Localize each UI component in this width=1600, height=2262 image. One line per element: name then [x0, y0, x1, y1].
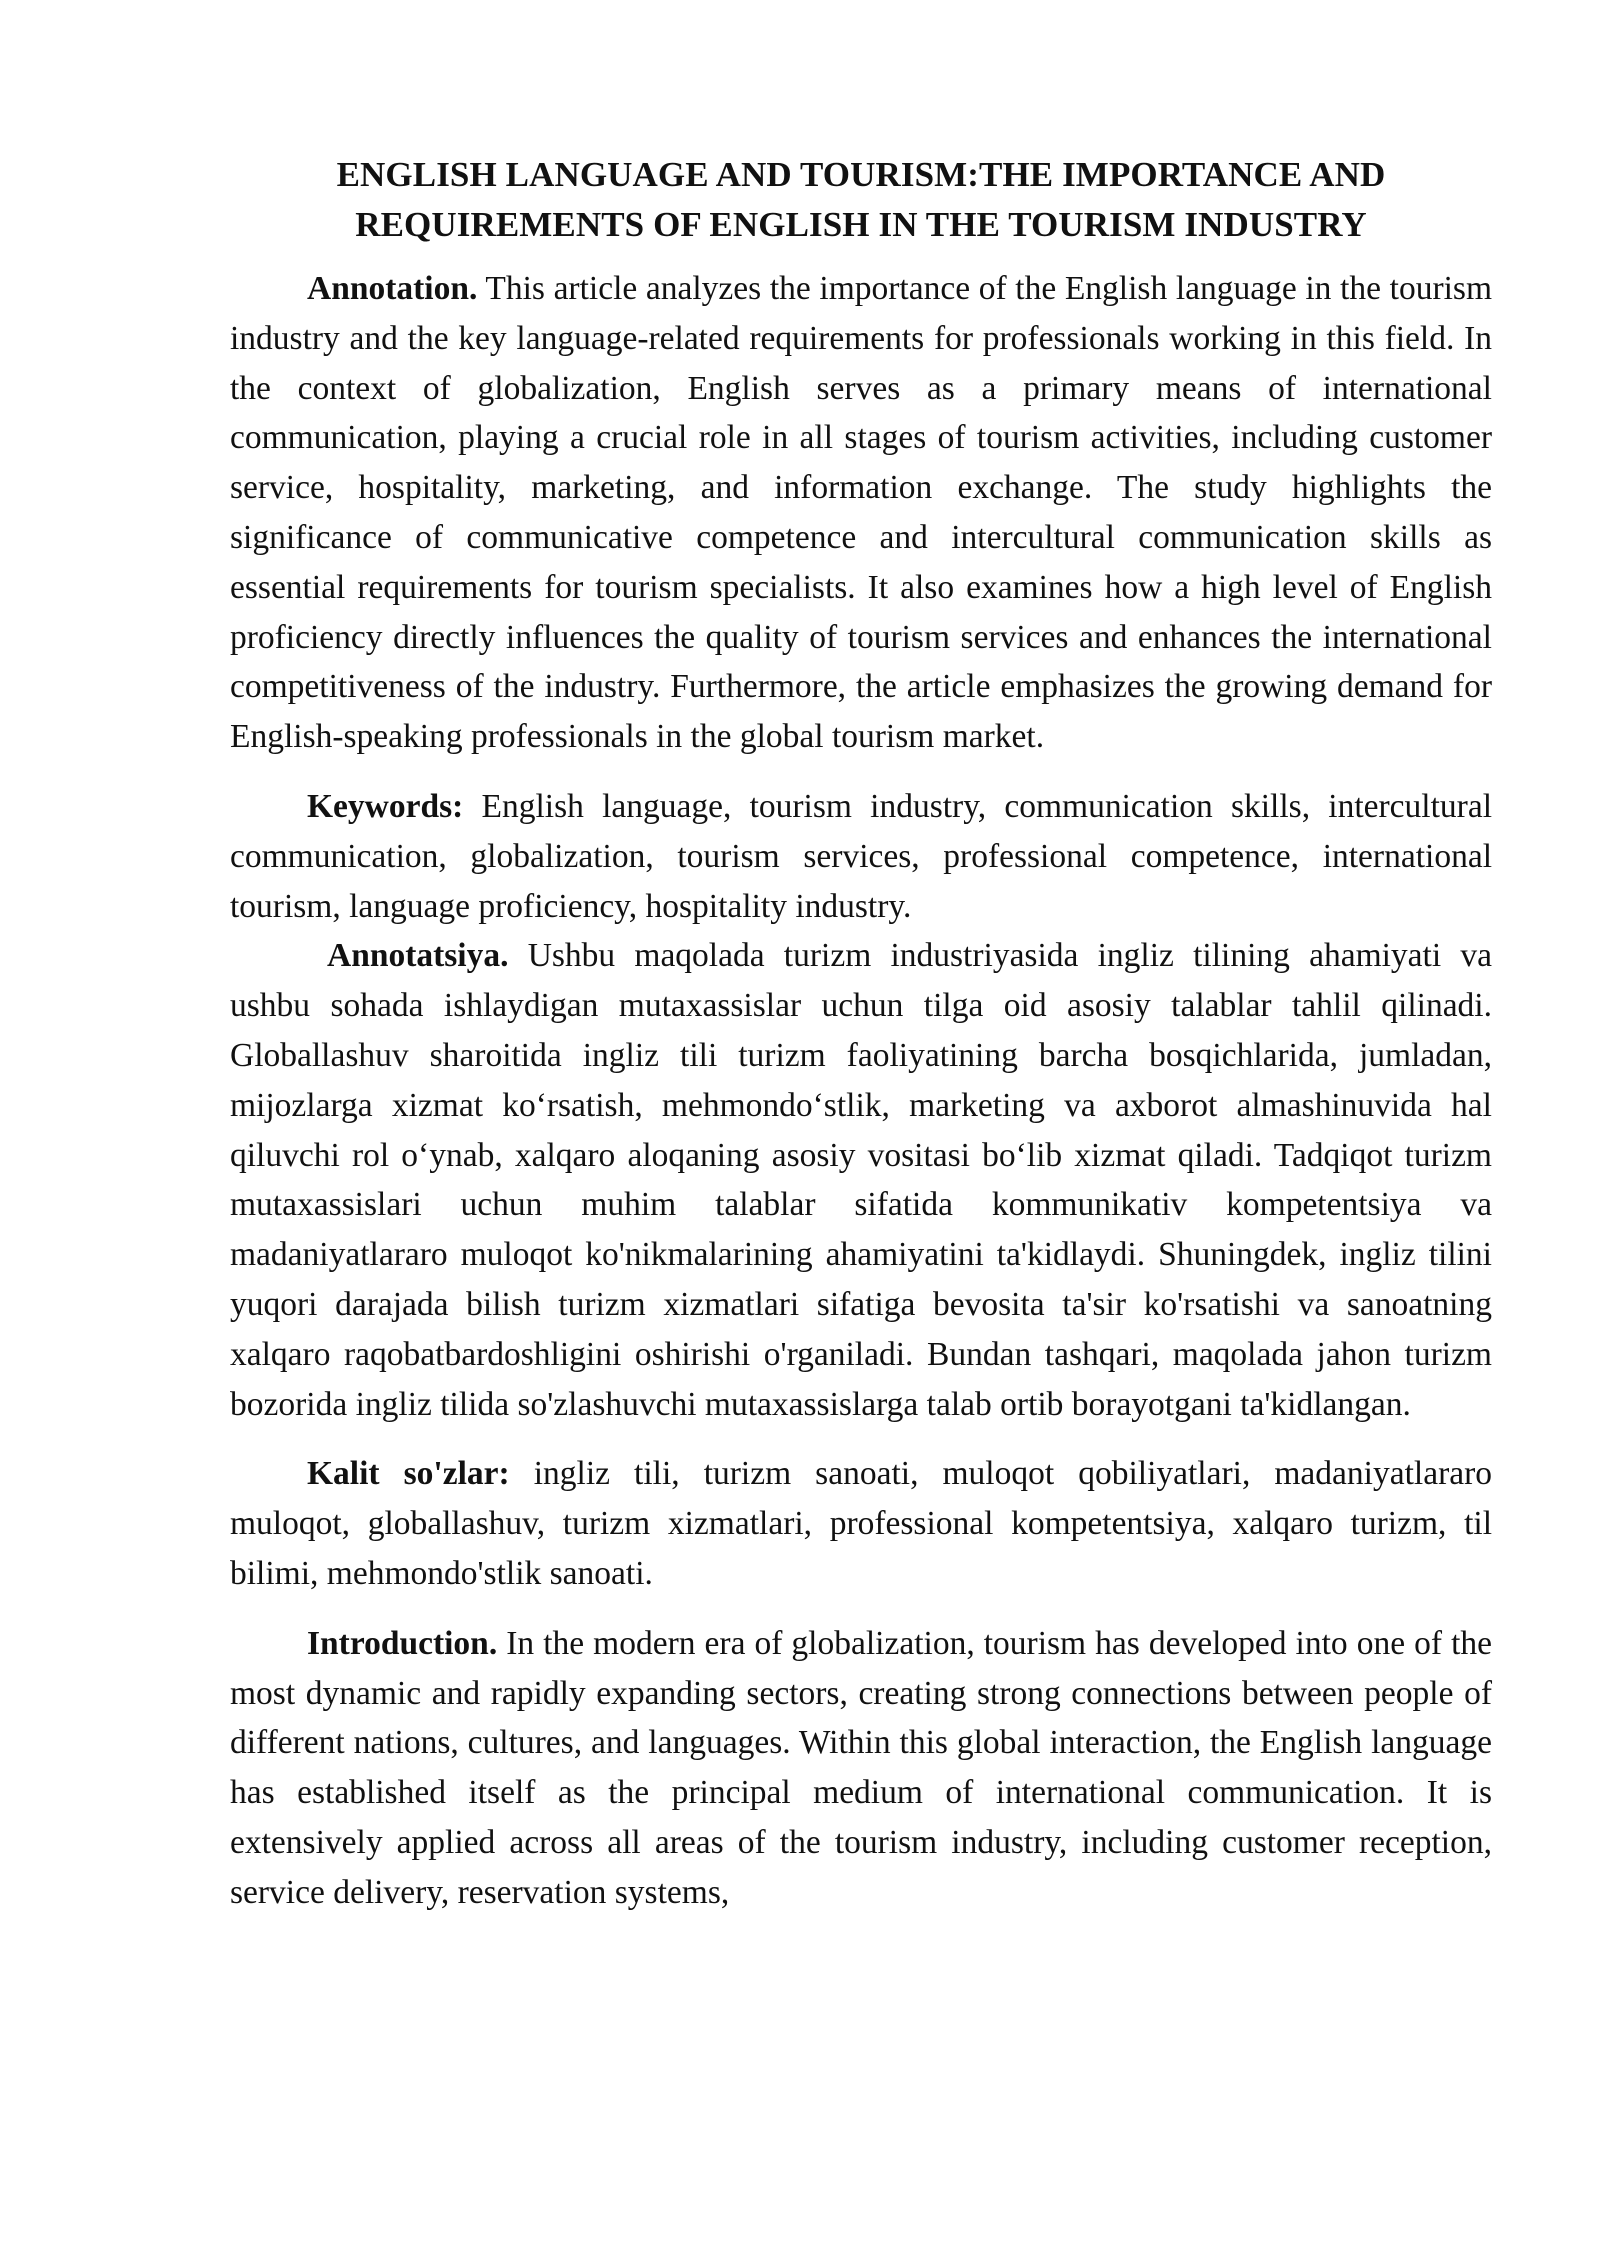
- kalit-sozlar-paragraph: [230, 1449, 1492, 1598]
- keywords-label: Keywords:: [307, 787, 464, 825]
- annotation-text: This article analyzes the importance of the English language in the tourism industry and the key language-related requirements for professionals working in this field. In the context of globalization, English serves as a primary means of international communication, playing a crucial role in all stages of tourism activities, including customer service, hospitality, marketing, and information exchange. The study highlights the significance of communicative competence and intercultural communication skills as essential requirements for tourism specialists. It also examines how a high level of English proficiency directly influences the quality of tourism services and enhances the international competitiveness of the industry. Furthermore, the article emphasizes the growing demand for English-speaking professionals in the global tourism market.: [230, 270, 1492, 756]
- keywords-paragraph: [230, 782, 1492, 931]
- title-line-1: ENGLISH LANGUAGE AND TOURISM:THE IMPORTANCE AND: [336, 155, 1386, 194]
- article-title: [230, 150, 1492, 250]
- annotatsiya-label: Annotatsiya.: [327, 937, 509, 975]
- introduction-text: In the modern era of globalization, tourism has developed into one of the most dynamic and rapidly expanding sectors, creating strong connections between people of different nations, cultures, and languages. Within this global interaction, the English language has established itself as the principal medium of international communication. It is extensively applied across all areas of the tourism industry, including customer reception, service delivery, reservation systems,: [230, 1624, 1492, 1911]
- annotation-paragraph: [230, 264, 1492, 762]
- introduction-paragraph: [230, 1619, 1492, 1918]
- kalit-sozlar-text: ingliz tili, turizm sanoati, muloqot qobiliyatlari, madaniyatlararo muloqot, globallashuv, turizm xizmatlari, professional kompetentsiya, xalqaro turizm, til bilimi, mehmondo'stlik sanoati.: [230, 1455, 1492, 1592]
- annotation-label: Annotation.: [307, 270, 478, 307]
- kalit-sozlar-label: Kalit so'zlar:: [307, 1455, 510, 1493]
- title-line-2: REQUIREMENTS OF ENGLISH IN THE TOURISM INDUSTRY: [355, 205, 1367, 244]
- annotatsiya-text: Ushbu maqolada turizm industriyasida ingliz tilining ahamiyati va ushbu sohada ishlaydigan mutaxassislar uchun tilga oid asosiy talablar tahlil qilinadi. Globallashuv sharoitida ingliz tili turizm faoliyatining barcha bosqichlarida, jumladan, mijozlarga xizmat ko‘rsatish, mehmondo‘stlik, marketing va axborot almashinuvida hal qiluvchi rol o‘ynab, xalqaro aloqaning asosiy vositasi bo‘lib xizmat qiladi. Tadqiqot turizm mutaxassislari uchun muhim talablar sifatida kommunikativ kompetentsiya va madaniyatlararo muloqot ko'nikmalarining ahamiyatini ta'kidlaydi. Shuningdek, ingliz tilini yuqori darajada bilish turizm xizmatlari sifatiga bevosita ta'sir ko'rsatishi va sanoatning xalqaro raqobatbardoshligini oshirishi o'rganiladi. Bundan tashqari, maqolada jahon turizm bozorida ingliz tilida so'zlashuvchi mutaxassislarga talab ortib borayotgani ta'kidlangan.: [230, 937, 1492, 1423]
- annotatsiya-paragraph: [230, 931, 1492, 1429]
- document-page: [230, 150, 1492, 1918]
- introduction-label: Introduction.: [307, 1624, 498, 1662]
- keywords-text: English language, tourism industry, communication skills, intercultural communication, globalization, tourism services, professional competence, international tourism, language proficiency, hospitality industry.: [230, 787, 1492, 925]
